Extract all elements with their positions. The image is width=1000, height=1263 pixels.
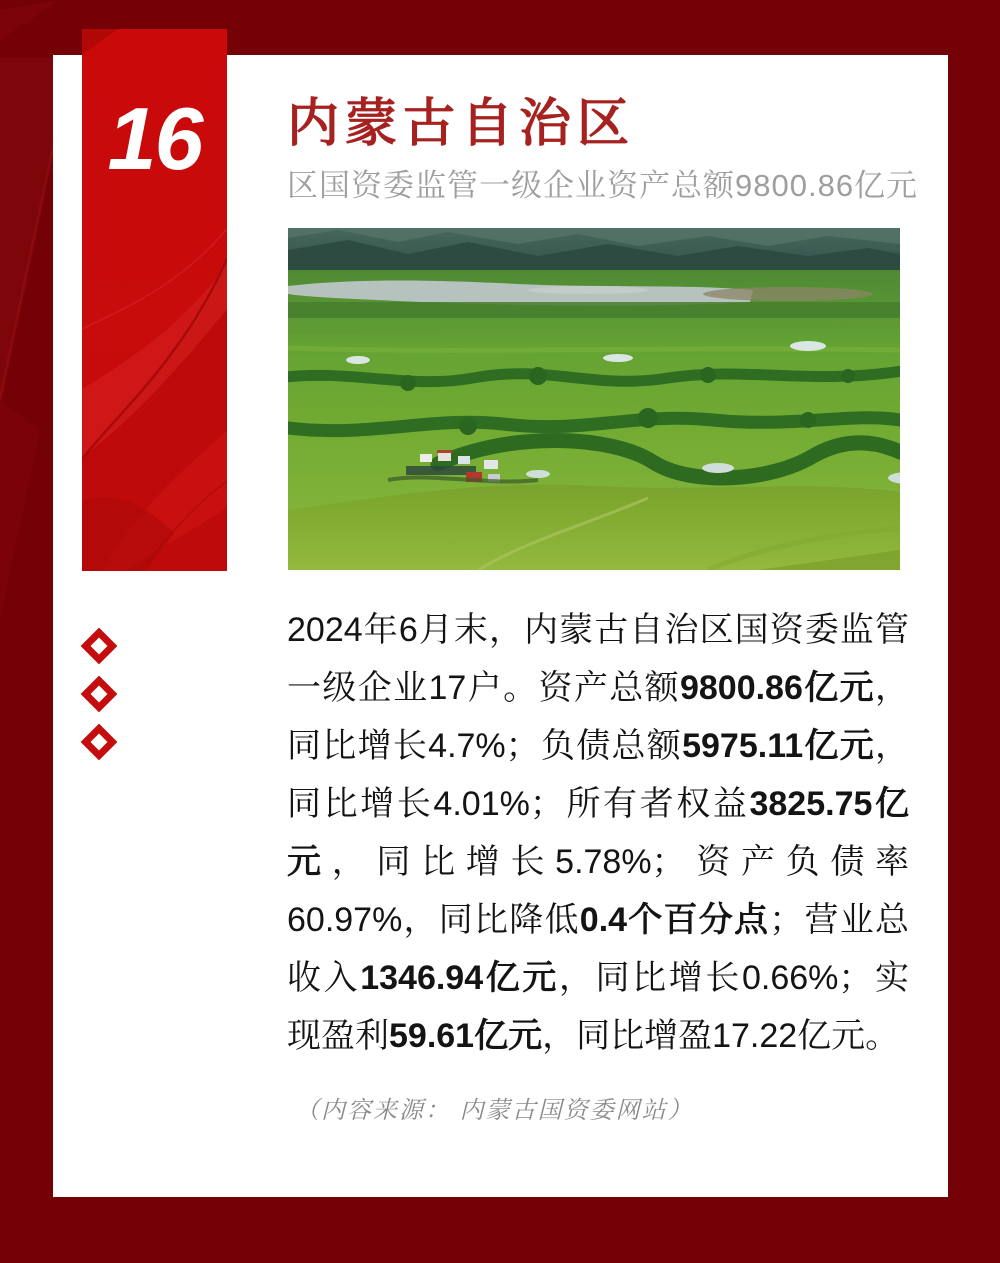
number-banner: [82, 29, 227, 571]
page-title: 内蒙古自治区: [287, 95, 636, 153]
page-subtitle: 区国资委监管一级企业资产总额9800.86亿元: [287, 168, 919, 203]
article-text: 2024年6月末，内蒙古自治区国资委监管一级企业17户。资产总额9800.86亿元，同比增长4.7%；负债总额5975.11亿元，同比增长4.01%；所有者权益3825.75亿元，同比增长5.78%；资产负债率60.97%，同比降低0.4个百分点；营业总收入1346.94亿元，同比增长0.66%；实现盈利59.61亿元，同比增盈17.22亿元。: [287, 611, 910, 1055]
source-note: （内容来源： 内蒙古国资委网站）: [295, 1097, 694, 1124]
bullet-column: [79, 622, 119, 766]
grassland-photo: [288, 228, 900, 570]
diamond-bullet-icon: [81, 724, 118, 761]
section-number: 16: [107, 89, 202, 188]
diamond-bullet-icon: [81, 676, 118, 713]
diamond-bullet-icon: [81, 628, 118, 665]
